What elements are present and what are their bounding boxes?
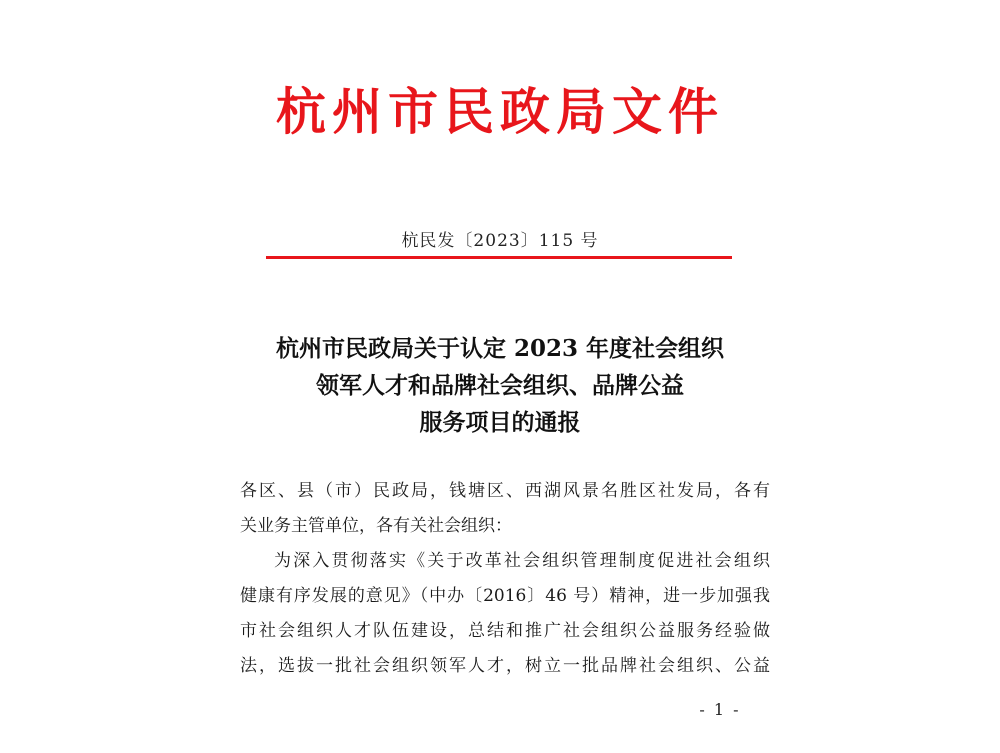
paragraph-line-3: 市社会组织人才队伍建设，总结和推广社会组织公益服务经验做: [240, 621, 770, 641]
paragraph-line-1: 为深入贯彻落实《关于改革社会组织管理制度促进社会组织: [274, 551, 770, 571]
paragraph-line-4: 法，选拔一批社会组织领军人才，树立一批品牌社会组织、公益: [240, 656, 770, 676]
document-masthead: 杭州市民政局文件: [276, 83, 724, 141]
address-line-2: 关业务主管单位，各有关社会组织：: [240, 516, 512, 536]
document-number: 杭民发〔2023〕115 号: [401, 231, 599, 251]
document-title: [0, 330, 1000, 441]
title-line-1: 杭州市民政局关于认定 2023 年度社会组织: [275, 335, 725, 362]
title-line-2: 领军人才和品牌社会组织、品牌公益: [316, 372, 684, 399]
address-line-1: 各区、县（市）民政局，钱塘区、西湖风景名胜区社发局，各有: [240, 481, 770, 501]
document-body: [240, 474, 770, 684]
title-line-3: 服务项目的通报: [419, 409, 581, 436]
paragraph-line-2: 健康有序发展的意见》（中办〔2016〕46 号）精神，进一步加强我: [240, 586, 770, 606]
page-number: - 1 -: [699, 700, 741, 719]
red-separator-line: [266, 256, 732, 259]
